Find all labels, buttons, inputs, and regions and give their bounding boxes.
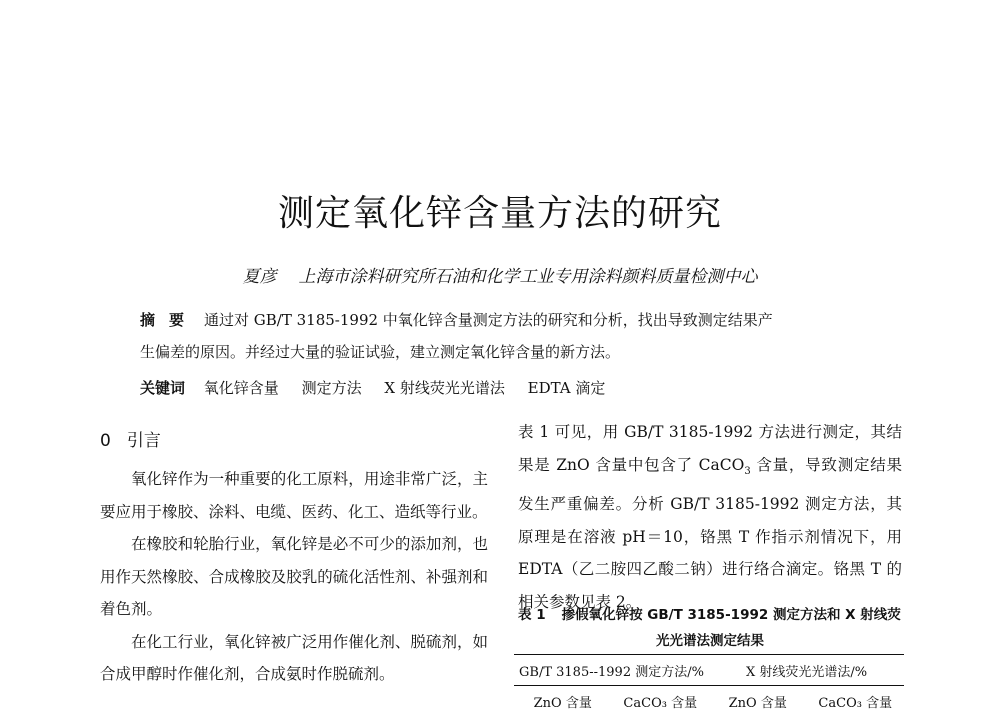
column-header: CaCO₃ 含量 (818, 695, 893, 711)
keyword: X 射线荧光光谱法 (384, 379, 505, 397)
paragraph-text: 表 1 可见，用 GB/T 3185-1992 方法进行测定，其结果是 ZnO 含量中包含了 CaCO (518, 423, 902, 474)
author-name: 夏彦 (242, 267, 277, 287)
keyword: EDTA 滴定 (527, 379, 606, 397)
paragraph: 氧化锌作为一种重要的化工原料，用途非常广泛，主要应用于橡胶、涂料、电缆、医药、化工、造纸等行业。 (100, 470, 488, 521)
table-group-header-row (514, 655, 904, 685)
affiliation: 上海市涂料研究所石油和化学工业专用涂料颜料质量检测中心 (298, 267, 758, 287)
table-column-header-row (514, 686, 904, 716)
section-heading (100, 426, 161, 451)
group-header: GB/T 3185--1992 测定方法/% (519, 664, 704, 680)
subscript: 3 (744, 465, 751, 477)
section-number: 0 (100, 431, 111, 451)
column-header: ZnO 含量 (728, 695, 787, 711)
table-caption-line-2: 光光谱法测定结果 (656, 633, 764, 649)
keyword: 氧化锌含量 (203, 379, 279, 397)
abstract-text-1: 通过对 GB/T 3185-1992 中氧化锌含量测定方法的研究和分析，找出导致测定结果产 (204, 311, 773, 329)
paragraph-text: 含量，导致测定结果发生严重偏差。分析 GB/T 3185-1992 测定方法，其原理是在溶液 pH＝10，铬黑 T 作指示剂情况下，用 EDTA（乙二胺四乙酸二钠）进行络合滴定。铬黑 T 的相关参数见表 2。 (518, 455, 902, 611)
paragraph (518, 416, 902, 618)
right-column (518, 416, 902, 618)
column-header: ZnO 含量 (533, 695, 592, 711)
byline (0, 262, 1000, 287)
abstract-line-1 (140, 310, 773, 330)
table-caption (518, 602, 902, 654)
section-title: 引言 (126, 431, 161, 451)
paragraph: 在橡胶和轮胎行业，氧化锌是必不可少的添加剂，也用作天然橡胶、合成橡胶及胶乳的硫化活性剂、补强剂和着色剂。 (100, 535, 488, 618)
results-table (514, 654, 904, 716)
paper-title: 测定氧化锌含量方法的研究 (277, 193, 722, 234)
left-column (100, 463, 488, 691)
paragraph: 在化工行业，氧化锌被广泛用作催化剂、脱硫剂，如合成甲醇时作催化剂，合成氨时作脱硫剂。 (100, 632, 488, 683)
abstract-label: 摘要 (140, 311, 199, 329)
keyword: 测定方法 (301, 379, 362, 397)
table-caption-line-1: 掺假氧化锌按 GB/T 3185-1992 测定方法和 X 射线荧 (561, 607, 901, 623)
keywords-label: 关键词 (140, 379, 186, 397)
table-number: 表 1 (518, 607, 546, 623)
group-header: X 射线荧光光谱法/% (745, 664, 868, 680)
column-header: CaCO₃ 含量 (623, 695, 698, 711)
abstract-line-2: 生偏差的原因。并经过大量的验证试验，建立测定氧化锌含量的新方法。 (140, 343, 621, 361)
keywords-line (140, 378, 623, 398)
